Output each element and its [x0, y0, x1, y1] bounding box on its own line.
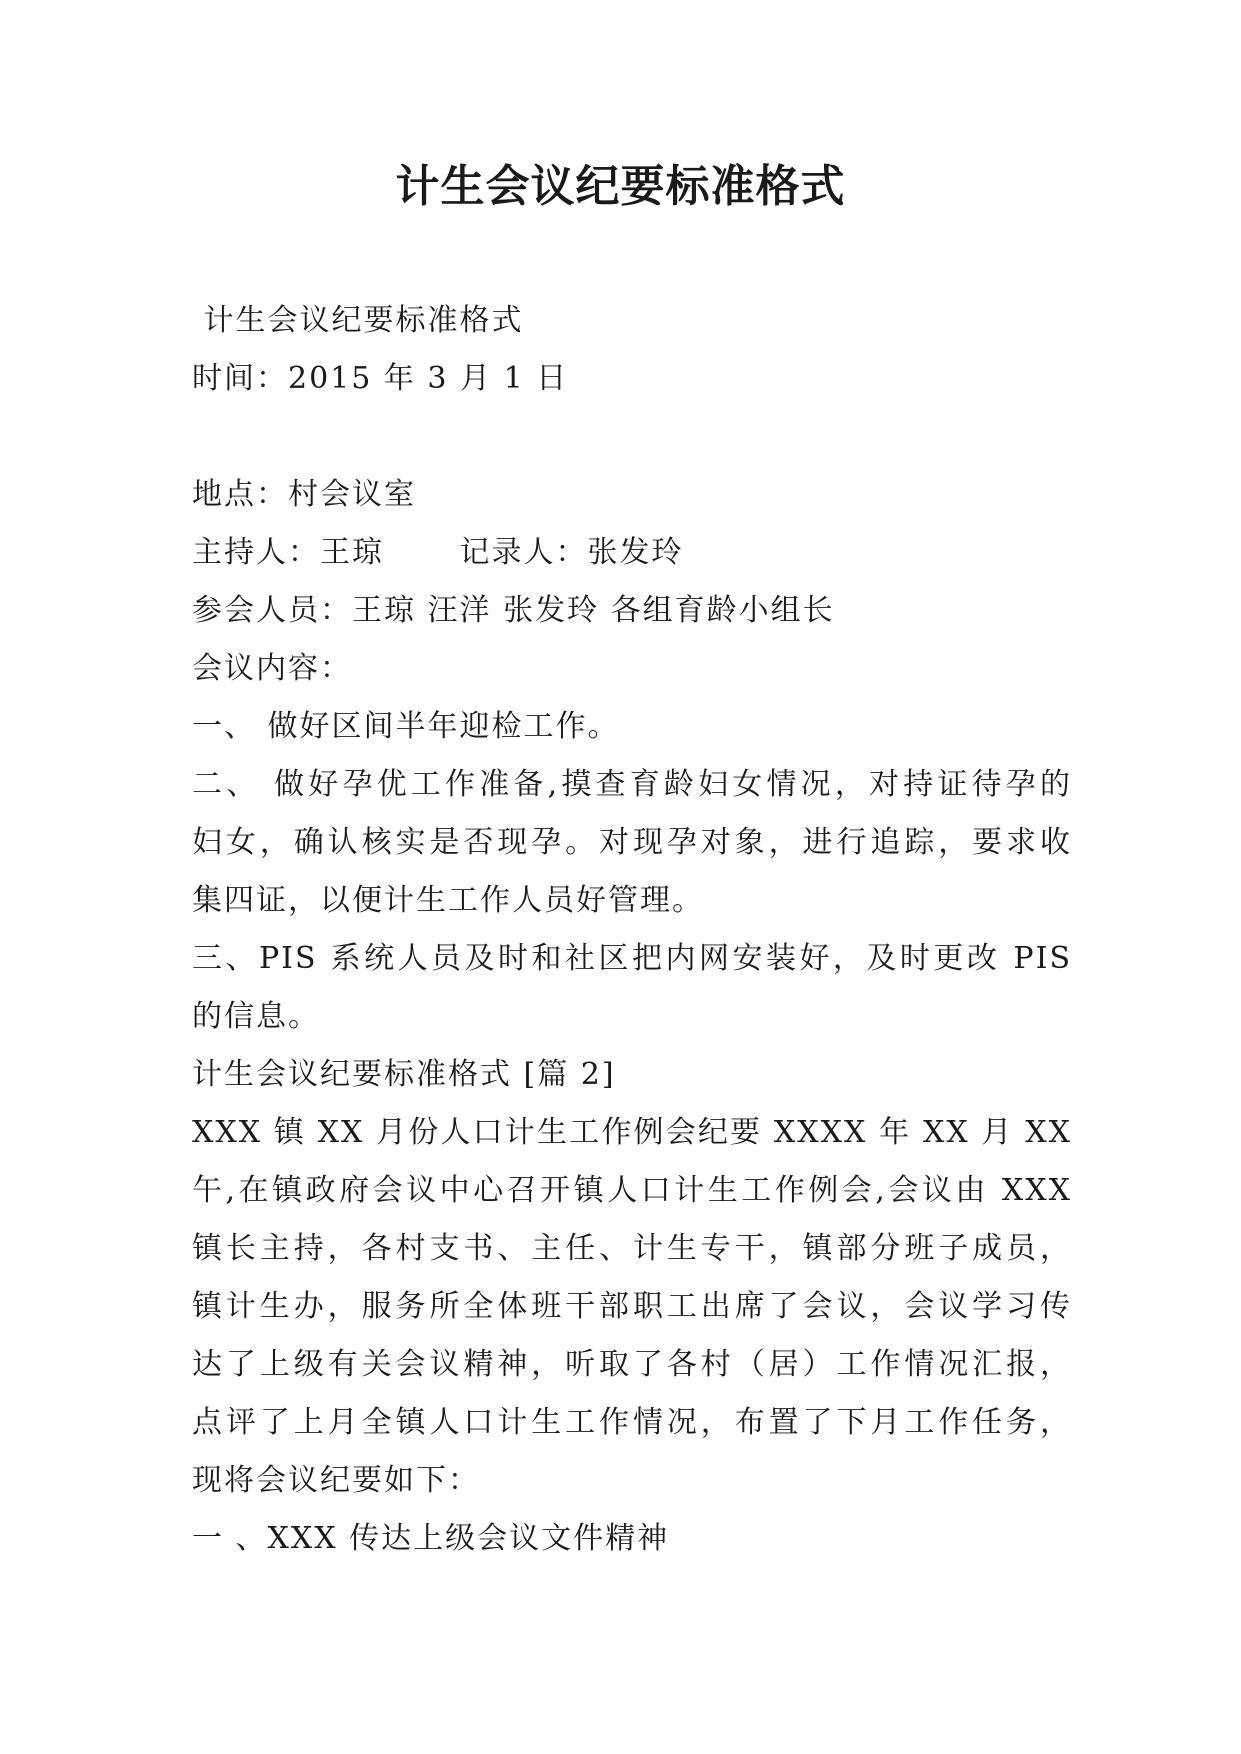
time-line: 时间：2015 年 3 月 1 日: [192, 361, 569, 396]
item-2-line-2: 妇女，确认核实是否现孕。对现孕对象，进行追踪，要求收: [192, 825, 1072, 860]
section-2-heading: 计生会议纪要标准格式 [篇 2]: [192, 1057, 616, 1092]
paragraph-line-7: 现将会议纪要如下：: [192, 1463, 480, 1498]
paragraph-line-2: 午,在镇政府会议中心召开镇人口计生工作例会,会议由 XXX: [192, 1173, 1072, 1208]
paragraph-line-5: 达了上级有关会议精神，听取了各村（居）工作情况汇报，: [192, 1347, 1072, 1382]
item-1: 一、 做好区间半年迎检工作。: [192, 709, 620, 744]
paragraph-line-6: 点评了上月全镇人口计生工作情况，布置了下月工作任务，: [192, 1405, 1072, 1440]
section-2-item-1: 一 、XXX 传达上级会议文件精神: [192, 1521, 670, 1556]
content-heading: 会议内容：: [192, 651, 352, 686]
attendees-line: 参会人员：王琼 汪洋 张发玲 各组育龄小组长: [192, 593, 835, 628]
location-line: 地点：村会议室: [192, 477, 416, 512]
host-recorder-line: 主持人：王琼 记录人：张发玲: [192, 535, 684, 570]
item-3-line-2: 的信息。: [192, 999, 320, 1034]
document-body: [192, 292, 1072, 1568]
paragraph-line-3: 镇长主持，各村支书、主任、计生专干，镇部分班子成员，: [192, 1231, 1072, 1266]
paragraph-line-4: 镇计生办，服务所全体班干部职工出席了会议，会议学习传: [192, 1289, 1072, 1324]
subtitle-line: 计生会议纪要标准格式: [192, 303, 524, 338]
document-title: 计生会议纪要标准格式: [395, 161, 846, 212]
item-2-line-3: 集四证，以便计生工作人员好管理。: [192, 883, 704, 918]
paragraph-line-1: XXX 镇 XX 月份人口计生工作例会纪要 XXXX 年 XX 月 XX: [192, 1115, 1072, 1150]
item-2-line-1: 二、 做好孕优工作准备,摸查育龄妇女情况，对持证待孕的: [192, 767, 1072, 802]
item-3-line-1: 三、PIS 系统人员及时和社区把内网安装好，及时更改 PIS: [192, 941, 1072, 976]
